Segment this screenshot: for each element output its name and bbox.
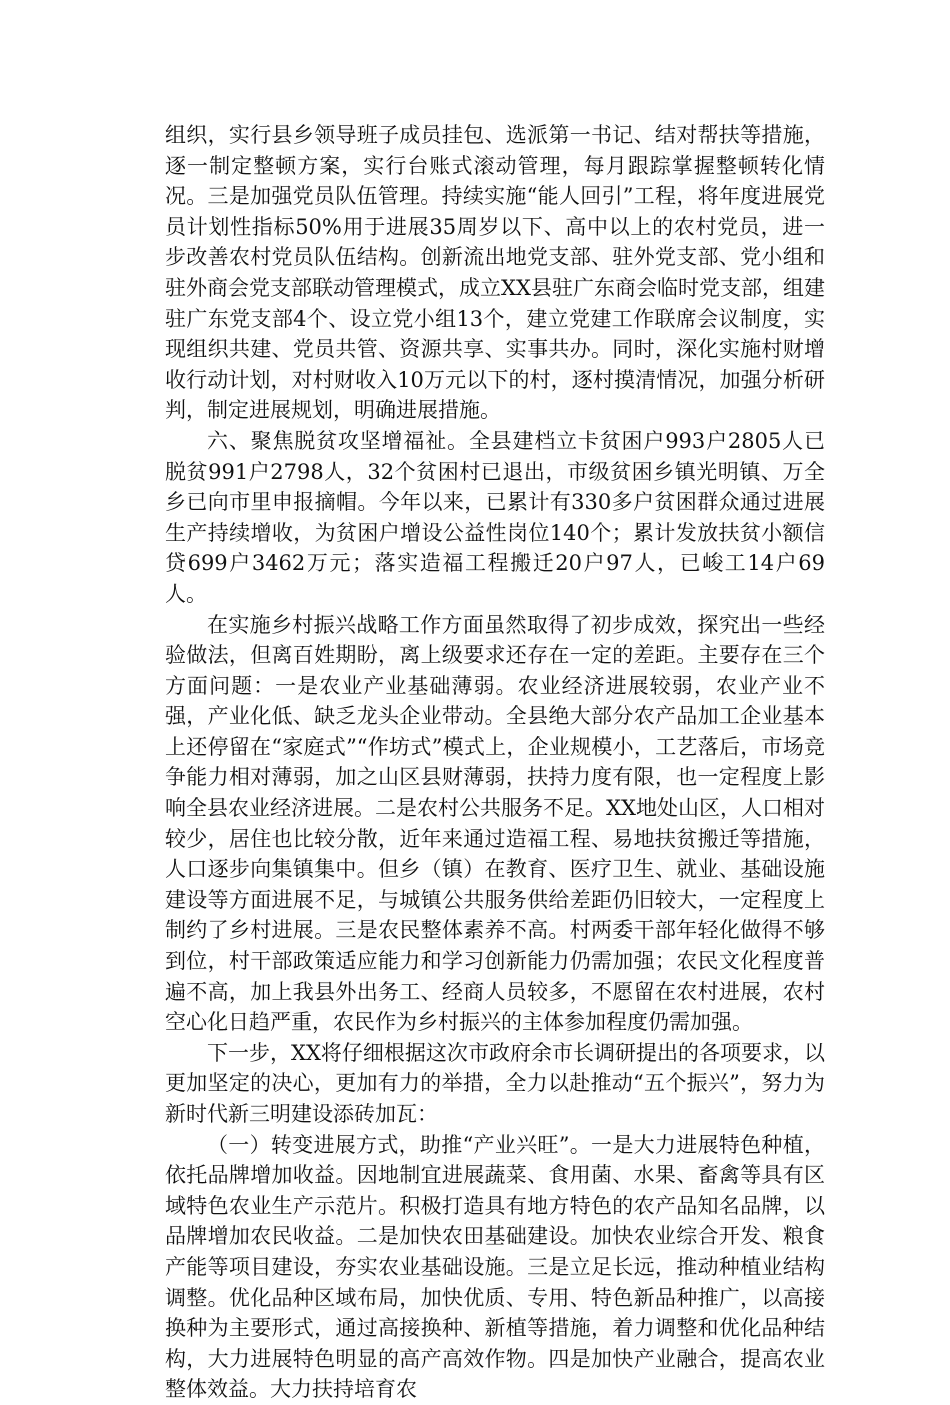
paragraph-poverty-alleviation: 六、聚焦脱贫攻坚增福祉。全县建档立卡贫困户993户2805人已脱贫991户2798人，32个贫困村已退出，市级贫困乡镇光明镇、万全乡已向市里申报摘帽。今年以来，已累计有330多户贫困群众通过进展生产持续增收，为贫困户增设公益性岗位140个；累计发放扶贫小额信贷699户3462万元；落实造福工程搬迁20户97人，已峻工14户69人。	[165, 428, 825, 606]
paragraph-existing-problems: 在实施乡村振兴战略工作方面虽然取得了初步成效，探究出一些经验做法，但离百姓期盼，离上级要求还存在一定的差距。主要存在三个方面问题：一是农业产业基础薄弱。农业经济进展较弱，农业产业不强，产业化低、缺乏龙头企业带动。全县绝大部分农产品加工企业基本上还停留在“家庭式”“作坊式”模式上，企业规模小，工艺落后，市场竞争能力相对薄弱，加之山区县财薄弱，扶持力度有限，也一定程度上影响全县农业经济进展。二是农村公共服务不足。XX地处山区，人口相对较少，居住也比较分散，近年来通过造福工程、易地扶贫搬迁等措施，人口逐步向集镇集中。但乡（镇）在教育、医疗卫生、就业、基础设施建设等方面进展不足，与城镇公共服务供给差距仍旧较大，一定程度上制约了乡村进展。三是农民整体素养不高。村两委干部年轻化做得不够到位，村干部政策适应能力和学习创新能力仍需加强；农民文化程度普遍不高，加上我县外出务工、经商人员较多，不愿留在农村进展，农村空心化日趋严重，农民作为乡村振兴的主体参加程度仍需加强。	[165, 612, 825, 1035]
paragraph-party-organization: 组织，实行县乡领导班子成员挂包、选派第一书记、结对帮扶等措施，逐一制定整顿方案，实行台账式滚动管理，每月跟踪掌握整顿转化情况。三是加强党员队伍管理。持续实施“能人回引”工程，将年度进展党员计划性指标50%用于进展35周岁以下、高中以上的农村党员，进一步改善农村党员队伍结构。创新流出地党支部、驻外党支部、党小组和驻外商会党支部联动管理模式，成立XX县驻广东商会临时党支部，组建驻广东党支部4个、设立党小组13个，建立党建工作联席会议制度，实现组织共建、党员共管、资源共享、实事共办。同时，深化实施村财增收行动计划，对村财收入10万元以下的村，逐村摸清情况，加强分析研判，制定进展规划，明确进展措施。	[165, 123, 825, 423]
paragraph-industry-prosperity: （一）转变进展方式，助推“产业兴旺”。一是大力进展特色种植，依托品牌增加收益。因地制宜进展蔬菜、食用菌、水果、畜禽等具有区域特色农业生产示范片。积极打造具有地方特色的农产品知名品牌，以品牌增加农民收益。二是加快农田基础建设。加快农业综合开发、粮食产能等项目建设，夯实农业基础设施。三是立足长远，推动种植业结构调整。优化品种区域布局，加快优质、专用、特色新品种推广，以高接换种为主要形式，通过高接换种、新植等措施，着力调整和优化品种结构，大力进展特色明显的高产高效作物。四是加快产业融合，提高农业整体效益。大力扶持培育农	[165, 1132, 825, 1402]
document-body	[165, 120, 825, 1405]
paragraph-next-steps: 下一步，XX将仔细根据这次市政府余市长调研提出的各项要求，以更加坚定的决心，更加有力的举措，全力以赴推动“五个振兴”，努力为新时代新三明建设添砖加瓦：	[165, 1040, 825, 1126]
